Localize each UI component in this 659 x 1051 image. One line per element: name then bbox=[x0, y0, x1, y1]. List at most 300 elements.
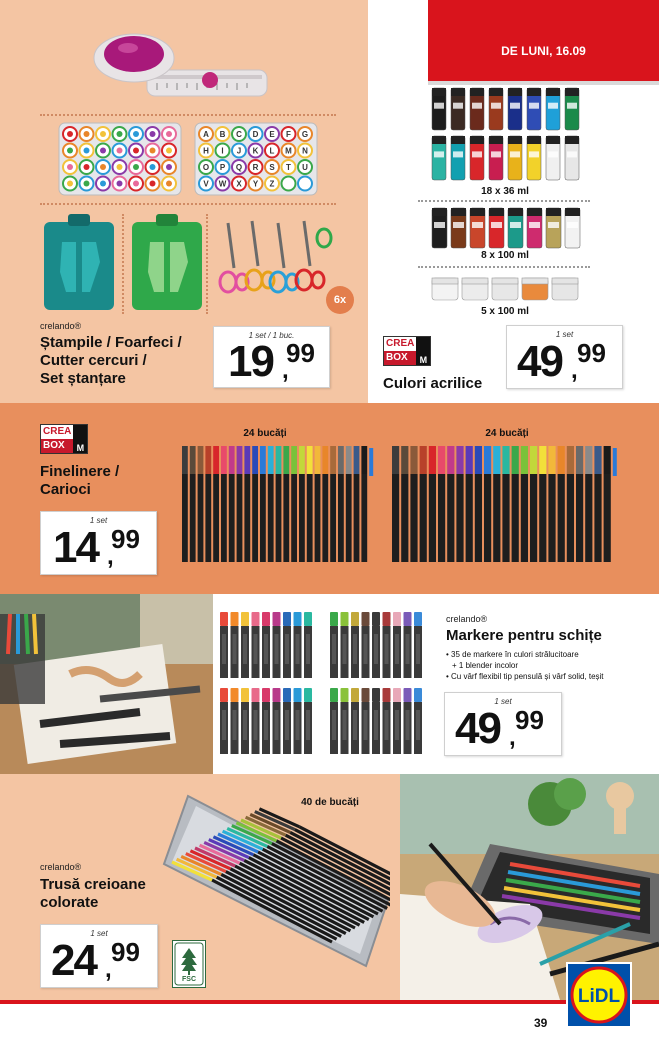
stamp-symbol-mark bbox=[117, 164, 123, 170]
stamp-symbol-mark bbox=[100, 148, 106, 154]
logo-text: BOX bbox=[384, 351, 416, 365]
paint-tube-cap bbox=[489, 88, 503, 96]
stamp-letter-glyph: T bbox=[286, 163, 291, 172]
price-unit-note: 1 set bbox=[555, 330, 574, 339]
marker-label bbox=[332, 634, 336, 664]
paint-tube-label bbox=[434, 151, 444, 157]
marker-cap bbox=[273, 688, 281, 702]
paint-tube-cap bbox=[508, 136, 522, 144]
paint-tube-label bbox=[529, 151, 539, 157]
fineliner-body bbox=[401, 474, 408, 562]
logo-text: BOX bbox=[41, 439, 73, 453]
marker-cap bbox=[341, 612, 349, 626]
stamp-letter-glyph: P bbox=[219, 163, 226, 172]
quantity-label: 24 bucăți bbox=[243, 428, 287, 439]
stamp-letter-glyph: H bbox=[203, 146, 209, 156]
marker-cap bbox=[220, 688, 228, 702]
product-title: Markere pentru schițe bbox=[446, 627, 602, 644]
fineliner-cap bbox=[190, 446, 196, 474]
paint-tube-label bbox=[491, 222, 502, 228]
divider-dotted-vertical bbox=[206, 214, 208, 314]
paint-tube-cap bbox=[489, 136, 503, 144]
fineliner-body bbox=[299, 474, 305, 562]
fineliner-cap bbox=[466, 446, 473, 474]
fineliner-body bbox=[283, 474, 289, 562]
fineliner-body bbox=[244, 474, 250, 562]
marker-cap bbox=[330, 612, 338, 626]
fineliner-cap bbox=[576, 446, 583, 474]
stamp-letter-glyph: F bbox=[286, 130, 291, 139]
price-integer: 49 bbox=[455, 704, 500, 753]
lidl-logo bbox=[566, 962, 632, 1028]
stamp-letter-glyph: L bbox=[269, 146, 275, 156]
fineliner-cap bbox=[322, 446, 328, 474]
stamp-letter-glyph: X bbox=[236, 179, 242, 189]
fineliner-body bbox=[558, 474, 565, 562]
marker-label bbox=[332, 710, 336, 740]
fineliner-cap bbox=[475, 446, 482, 474]
fineliner-body bbox=[322, 474, 328, 562]
stamp-letter-glyph: Y bbox=[252, 179, 259, 189]
marker-cap bbox=[372, 612, 380, 626]
fineliner-body bbox=[330, 474, 336, 562]
price-comma: , bbox=[105, 956, 112, 983]
stamp-symbol-mark bbox=[150, 164, 156, 170]
fineliner-body bbox=[530, 474, 537, 562]
paint-tube-cap bbox=[565, 88, 579, 96]
stamp-symbol-mark bbox=[150, 148, 156, 154]
fineliner-cap bbox=[221, 446, 227, 474]
stamp-symbol-mark bbox=[84, 164, 90, 170]
price-integer: 24 bbox=[51, 936, 96, 985]
stamp-letter-glyph: D bbox=[252, 130, 259, 139]
paint-tube-label bbox=[491, 151, 501, 157]
circle-cutter-image bbox=[92, 28, 272, 110]
stamp-letter-glyph: M bbox=[285, 146, 292, 156]
price-tag bbox=[213, 326, 330, 388]
marker-label bbox=[285, 634, 289, 664]
fineliner-body bbox=[307, 474, 313, 562]
lidl-logo-text: LiDL bbox=[577, 986, 621, 1007]
paint-tube-cap bbox=[489, 208, 504, 216]
price-decimal: 99 bbox=[286, 338, 315, 368]
fineliner-body bbox=[392, 474, 399, 562]
fineliner-body bbox=[429, 474, 436, 562]
stamp-symbol-mark bbox=[150, 131, 156, 137]
paint-tube-label bbox=[472, 222, 483, 228]
fineliner-body bbox=[456, 474, 463, 562]
fineliner-body bbox=[502, 474, 509, 562]
marker-cap bbox=[404, 612, 412, 626]
price-unit-note: 1 set bbox=[89, 516, 108, 525]
marker-cap bbox=[304, 612, 312, 626]
brand-label: crelando® bbox=[40, 862, 82, 872]
stamp-letter-glyph: G bbox=[301, 130, 309, 139]
marker-label bbox=[385, 710, 389, 740]
price-tag bbox=[40, 924, 158, 988]
banner-shadow bbox=[428, 81, 659, 85]
fineliner-cap bbox=[252, 446, 258, 474]
stamp-tray-left-image bbox=[58, 122, 182, 196]
stamp-letter-glyph: E bbox=[269, 130, 275, 139]
marker-cap bbox=[241, 688, 249, 702]
fineliner-cap bbox=[283, 446, 289, 474]
fineliner-body bbox=[521, 474, 528, 562]
price-comma: , bbox=[282, 357, 289, 384]
marker-label bbox=[233, 710, 237, 740]
paint-tube-cap bbox=[546, 208, 561, 216]
product-title-line: Trusă creioane bbox=[40, 876, 146, 893]
fineliner-loose bbox=[613, 448, 617, 476]
fineliner-cap bbox=[291, 446, 297, 474]
paint-tube-cap bbox=[470, 136, 484, 144]
price-integer: 19 bbox=[228, 337, 273, 386]
paint-jar-lid bbox=[432, 278, 458, 284]
date-banner: DE LUNI, 16.09 bbox=[428, 0, 659, 81]
fineliner-cap bbox=[307, 446, 313, 474]
fineliner-cap bbox=[604, 446, 611, 474]
fineliner-loose bbox=[369, 448, 373, 476]
stamp-letter-glyph: N bbox=[302, 146, 308, 156]
paint-tube-label bbox=[529, 103, 539, 109]
fineliner-body bbox=[190, 474, 196, 562]
page-number: 39 bbox=[534, 1016, 548, 1030]
paint-tube-cap bbox=[508, 88, 522, 96]
paint-tube-label bbox=[491, 103, 501, 109]
fineliner-body bbox=[268, 474, 274, 562]
fineliner-cap bbox=[558, 446, 565, 474]
product-title bbox=[40, 463, 119, 499]
marker-cap bbox=[330, 688, 338, 702]
paint-tube-cap bbox=[508, 208, 523, 216]
stamp-letter-glyph: Q bbox=[235, 163, 243, 172]
fineliner-cap bbox=[299, 446, 305, 474]
marker-label bbox=[264, 634, 268, 664]
creabox-logo bbox=[383, 336, 431, 366]
paint-tube-cap bbox=[470, 88, 484, 96]
fineliner-body bbox=[548, 474, 555, 562]
stamp-letter-glyph: W bbox=[218, 179, 227, 189]
fineliner-cap bbox=[512, 446, 519, 474]
stamp-symbol-mark bbox=[67, 164, 73, 170]
paint-tube-label bbox=[567, 103, 577, 109]
price-tag bbox=[444, 692, 562, 756]
logo-text: CREA bbox=[43, 426, 72, 437]
marker-cap bbox=[351, 612, 359, 626]
fineliner-cap bbox=[585, 446, 592, 474]
paint-tube-cap bbox=[546, 136, 560, 144]
price-decimal: 99 bbox=[577, 338, 606, 368]
paint-tube-label bbox=[453, 103, 463, 109]
marker-cap bbox=[252, 688, 260, 702]
paint-tube-cap bbox=[432, 88, 446, 96]
paint-tube-label bbox=[548, 151, 558, 157]
fineliner-cap bbox=[354, 446, 360, 474]
marker-cap bbox=[283, 612, 291, 626]
marker-cap bbox=[341, 688, 349, 702]
stamp-letter-glyph: S bbox=[269, 163, 275, 172]
marker-label bbox=[275, 634, 279, 664]
fineliner-body bbox=[252, 474, 258, 562]
fineliner-cap bbox=[330, 446, 336, 474]
stamp-symbol-mark bbox=[84, 148, 90, 154]
marker-label bbox=[353, 634, 357, 664]
paint-tube-cap bbox=[527, 208, 542, 216]
stamp-letter-glyph: V bbox=[203, 179, 209, 189]
fineliner-body bbox=[213, 474, 219, 562]
marker-label bbox=[343, 634, 347, 664]
fineliner-body bbox=[221, 474, 227, 562]
marker-cap bbox=[414, 612, 422, 626]
marker-cap bbox=[351, 688, 359, 702]
marker-cap bbox=[262, 612, 270, 626]
fineliner-cap bbox=[539, 446, 546, 474]
divider-dotted bbox=[418, 266, 590, 268]
fineliner-body bbox=[338, 474, 344, 562]
footer-red-line bbox=[0, 1000, 659, 1004]
marker-label bbox=[222, 634, 226, 664]
paint-tube-label bbox=[548, 103, 558, 109]
fineliner-body bbox=[346, 474, 352, 562]
stamp-symbol-mark bbox=[67, 131, 73, 137]
stamp-symbol-mark bbox=[100, 131, 106, 137]
price-decimal: 99 bbox=[515, 705, 544, 735]
paint-tube-cap bbox=[546, 88, 560, 96]
marker-cap bbox=[262, 688, 270, 702]
paint-tube-label bbox=[510, 151, 520, 157]
paint-tube-cap bbox=[470, 208, 485, 216]
product-title-line: Carioci bbox=[40, 481, 91, 498]
paint-tube-cap bbox=[451, 208, 466, 216]
price-comma: , bbox=[509, 724, 516, 751]
fineliner-body bbox=[420, 474, 427, 562]
marker-cap bbox=[393, 612, 401, 626]
stamp-symbol-mark bbox=[133, 181, 139, 187]
acrylic-tubes-100ml-image bbox=[428, 206, 586, 250]
marker-label bbox=[296, 634, 300, 664]
fineliner-body bbox=[447, 474, 454, 562]
stamp-symbol-mark bbox=[166, 181, 172, 187]
stamp-letter-glyph: A bbox=[203, 130, 209, 139]
marker-label bbox=[243, 710, 247, 740]
fineliner-body bbox=[205, 474, 211, 562]
fineliner-cap bbox=[521, 446, 528, 474]
stamp-tray-right-image bbox=[194, 122, 318, 196]
paint-tube-cap bbox=[451, 88, 465, 96]
feature-item: • 35 de markere în culori strălucitoare bbox=[446, 650, 579, 659]
acrylic-tubes-36ml-image bbox=[428, 86, 586, 182]
paint-tube-cap bbox=[527, 136, 541, 144]
paint-tube-label bbox=[453, 222, 464, 228]
price-tag bbox=[506, 325, 623, 389]
marker-cap bbox=[220, 612, 228, 626]
fineliner-cap bbox=[410, 446, 417, 474]
divider-dotted bbox=[418, 200, 590, 202]
marker-label bbox=[222, 710, 226, 740]
stamp-symbol-mark bbox=[166, 164, 172, 170]
price-comma: , bbox=[571, 357, 578, 384]
feature-item: • Cu vârf flexibil tip pensulă și vârf solid, teșit bbox=[446, 672, 604, 681]
quantity-label: 8 x 100 ml bbox=[481, 250, 529, 261]
fineliner-cap bbox=[182, 446, 188, 474]
paint-tube-cap bbox=[432, 208, 447, 216]
marker-cap bbox=[231, 688, 239, 702]
fineliner-body bbox=[493, 474, 500, 562]
fineliner-cap bbox=[502, 446, 509, 474]
fineliners-set-right-image bbox=[388, 444, 628, 566]
fineliner-cap bbox=[548, 446, 555, 474]
marker-label bbox=[395, 710, 399, 740]
stamp-letter-glyph: I bbox=[221, 146, 224, 156]
logo-text: CREA bbox=[386, 338, 415, 349]
paint-tube-label bbox=[472, 103, 482, 109]
paint-tube-cap bbox=[432, 136, 446, 144]
fineliner-body bbox=[276, 474, 282, 562]
fineliner-cap bbox=[530, 446, 537, 474]
fineliner-body bbox=[410, 474, 417, 562]
stamp-symbol-mark bbox=[117, 181, 123, 187]
fineliner-body bbox=[576, 474, 583, 562]
marker-label bbox=[296, 710, 300, 740]
product-title-line: Cutter cercuri / bbox=[40, 352, 147, 369]
marker-label bbox=[416, 710, 420, 740]
product-title-line: colorate bbox=[40, 894, 99, 911]
fineliner-cap bbox=[260, 446, 266, 474]
price-decimal: 99 bbox=[111, 937, 140, 967]
marker-label bbox=[374, 710, 378, 740]
fineliner-body bbox=[237, 474, 243, 562]
brand-label: crelando® bbox=[446, 614, 488, 624]
paint-tube-label bbox=[510, 103, 520, 109]
marker-cap bbox=[294, 612, 302, 626]
quantity-label: 40 de bucăți bbox=[301, 797, 359, 808]
paint-jar-lid bbox=[522, 278, 548, 284]
quantity-label: 18 x 36 ml bbox=[481, 186, 529, 197]
fineliner-cap bbox=[229, 446, 235, 474]
paint-tube-label bbox=[548, 222, 559, 228]
marker-label bbox=[285, 710, 289, 740]
markers-lifestyle-photo bbox=[0, 594, 213, 774]
price-integer: 14 bbox=[53, 523, 98, 572]
marker-label bbox=[254, 634, 258, 664]
marker-label bbox=[416, 634, 420, 664]
price-unit-note: 1 set bbox=[494, 697, 512, 706]
fineliner-body bbox=[604, 474, 611, 562]
fineliner-body bbox=[594, 474, 601, 562]
sketch-markers-image bbox=[220, 612, 430, 762]
stamp-symbol-mark bbox=[166, 148, 172, 154]
fineliner-cap bbox=[594, 446, 601, 474]
quantity-badge: 6x bbox=[326, 286, 354, 314]
fineliner-body bbox=[539, 474, 546, 562]
stamp-symbol-mark bbox=[166, 131, 172, 137]
fineliner-body bbox=[585, 474, 592, 562]
price-integer: 49 bbox=[517, 337, 562, 386]
marker-label bbox=[364, 710, 368, 740]
quantity-label: 24 bucăți bbox=[485, 428, 529, 439]
paint-tube-label bbox=[434, 222, 445, 228]
stamp-symbol-mark bbox=[133, 131, 139, 137]
fineliner-cap bbox=[237, 446, 243, 474]
stamp-letter-glyph: U bbox=[302, 163, 308, 172]
stamp-symbol-mark bbox=[117, 148, 123, 154]
product-title bbox=[40, 876, 146, 912]
quantity-label: 5 x 100 ml bbox=[481, 306, 529, 317]
divider-dotted bbox=[40, 203, 336, 205]
logo-text: M bbox=[416, 337, 430, 365]
price-decimal: 99 bbox=[111, 524, 140, 554]
logo-text: M bbox=[73, 425, 87, 453]
paint-tube-label bbox=[567, 151, 577, 157]
acrylic-jars-image bbox=[428, 274, 586, 304]
marker-label bbox=[395, 634, 399, 664]
divider-dotted bbox=[40, 114, 336, 116]
stamp-symbol-mark bbox=[84, 181, 90, 187]
fsc-certification-icon bbox=[172, 940, 206, 988]
paint-tube-cap bbox=[527, 88, 541, 96]
marker-label bbox=[306, 634, 310, 664]
fineliner-body bbox=[484, 474, 491, 562]
marker-cap bbox=[362, 612, 370, 626]
fineliner-body bbox=[512, 474, 519, 562]
fineliner-cap bbox=[205, 446, 211, 474]
marker-cap bbox=[362, 688, 370, 702]
stamp-letter bbox=[298, 177, 312, 191]
feature-item: + 1 blender incolor bbox=[452, 661, 519, 670]
marker-label bbox=[385, 634, 389, 664]
stamp-symbol-mark bbox=[84, 131, 90, 137]
creabox-logo bbox=[40, 424, 88, 454]
marker-cap bbox=[304, 688, 312, 702]
product-title bbox=[40, 334, 182, 388]
paint-tube-label bbox=[510, 222, 521, 228]
fineliner-cap bbox=[447, 446, 454, 474]
fineliner-cap bbox=[420, 446, 427, 474]
price-tag bbox=[40, 511, 157, 575]
marker-label bbox=[374, 634, 378, 664]
paint-tube-label bbox=[529, 222, 540, 228]
fineliner-cap bbox=[198, 446, 204, 474]
fineliner-cap bbox=[315, 446, 321, 474]
marker-cap bbox=[283, 688, 291, 702]
fineliner-cap bbox=[438, 446, 445, 474]
fineliner-body bbox=[567, 474, 574, 562]
fineliner-cap bbox=[392, 446, 399, 474]
fineliner-cap bbox=[484, 446, 491, 474]
product-title: Culori acrilice bbox=[383, 375, 483, 392]
marker-cap bbox=[404, 688, 412, 702]
fineliner-cap bbox=[244, 446, 250, 474]
fineliners-set-left-image bbox=[178, 444, 378, 566]
decorative-scissors-image bbox=[214, 218, 340, 304]
paint-tube-label bbox=[453, 151, 463, 157]
fineliner-body bbox=[475, 474, 482, 562]
marker-cap bbox=[414, 688, 422, 702]
fsc-label: FSC bbox=[182, 976, 196, 983]
fineliner-cap bbox=[429, 446, 436, 474]
paint-tube-label bbox=[472, 151, 482, 157]
stamp-symbol-mark bbox=[133, 164, 139, 170]
fineliner-body bbox=[291, 474, 297, 562]
stamp-symbol-mark bbox=[67, 148, 73, 154]
marker-label bbox=[275, 710, 279, 740]
marker-cap bbox=[241, 612, 249, 626]
paint-tube-label bbox=[434, 103, 444, 109]
product-title-line: Ștampile / Foarfeci / bbox=[40, 334, 182, 351]
fineliner-body bbox=[182, 474, 188, 562]
marker-cap bbox=[231, 612, 239, 626]
fineliner-body bbox=[260, 474, 266, 562]
